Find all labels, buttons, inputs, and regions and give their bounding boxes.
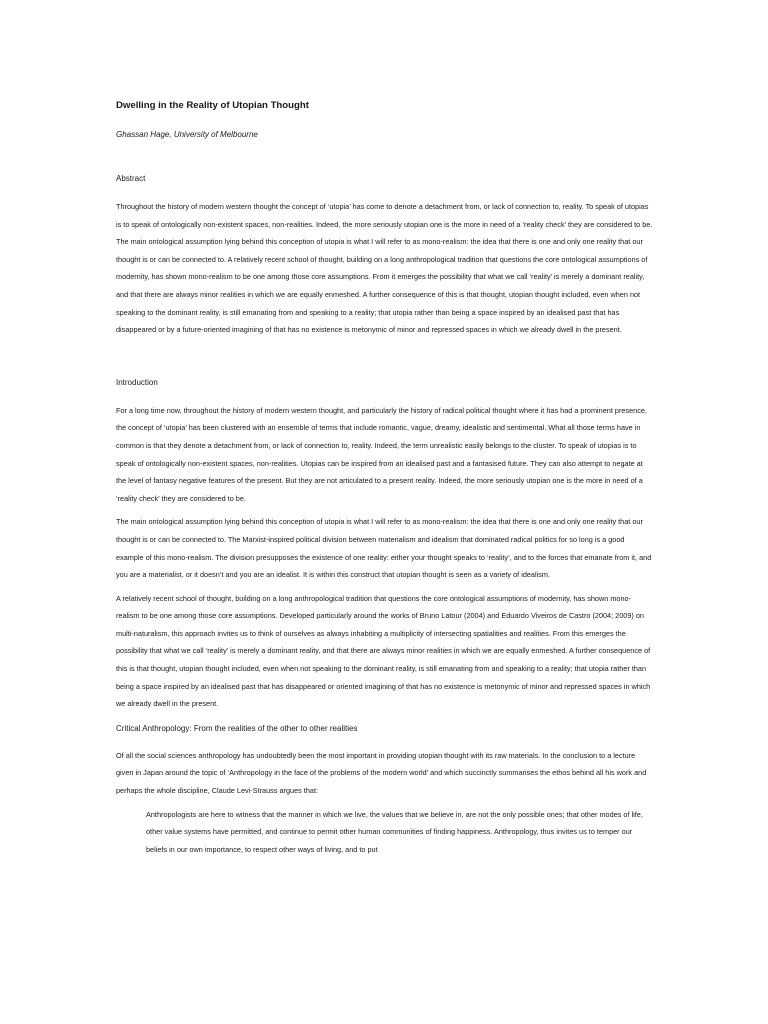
- introduction-heading: Introduction: [116, 377, 158, 387]
- abstract-text: Throughout the history of modern western thought the concept of ‘utopia’ has come to denote a detachment from, or lack of connection to, reality. To speak of utopias is to speak of ontologically non-existent spaces, non-realities. Indeed, the more seriously utopian one is the more in need of a ‘reality check’ they are considered to be. The main ontological assumption lying behind this conception of utopia is what I will refer to as mono-realism: the idea that there is one and only one reality that our thought is or can be connected to. A relatively recent school of thought, building on a long anthropological tradition that questions the core ontological assumptions of modernity, has shown mono-realism to be one among those core assumptions. From it emerges the possibility that what we call ‘reality’ is merely a dominant reality, and that there are always minor realities in which we are equally enmeshed. A further consequence of this is that thought, utopian thought included, even when not speaking to the dominant reality, is still emanating from and speaking to a reality; that utopia rather than being a space inspired by an idealised past that has disappeared or by a future-oriented imagining of that has no existence is metonymic of minor and repressed spaces in which we already dwell in the present.: [116, 202, 653, 335]
- paper-author: Ghassan Hage, University of Melbourne: [116, 130, 258, 139]
- critical-paragraph: Of all the social sciences anthropology has undoubtedly been the most important in providing utopian thought with its raw materials. In the conclusion to a lecture given in Japan around the topic of ‘Anthropology in the face of the problems of the modern world’ and which succinctly summarises the ethos behind all his work and perhaps the whole discipline, Claude Levi-Strauss argues that:: [116, 750, 647, 796]
- document-content: [116, 100, 654, 864]
- intro-paragraph-1: For a long time now, throughout the history of modern western thought, and particularly the history of radical political thought where it has had a prominent presence, the concept of ‘utopia’ has been clustered with an ensemble of terms that include romantic, vague, dreamy, idealistic and sentimental. What all those terms have in common is that they denote a detachment from, or lack of connection to, reality. Indeed, the term unrealistic easily belongs to the cluster. To speak of utopias is to speak of ontologically non-existent spaces, non-realities. Utopias can be inspired from an idealised past and a fantasised future. They can also attempt to negate at the level of fantasy negative features of the present. But they are not articulated to a present reality. Indeed, the more seriously utopian one is the more in need of a ‘reality check’ they are considered to be.: [116, 405, 647, 503]
- paper-title: Dwelling in the Reality of Utopian Thought: [116, 100, 309, 111]
- abstract-heading: Abstract: [116, 174, 146, 183]
- intro-paragraph-2: The main ontological assumption lying behind this conception of utopia is what I will refer to as mono-realism: the idea that there is one and only one reality that our thought is or can be connected to. The Marxist-inspired political division between materialism and idealism that dominated radical politics for so long is a good example of this mono-realism. The division presupposes the existence of one reality: either your thought speaks to ‘reality’, and to the forces that emanate from it, and you are a materialist, or it doesn’t and you are an idealist. It is within this construct that utopian thought is seen as a variety of idealism.: [116, 517, 652, 580]
- block-quote: Anthropologists are here to witness that the manner in which we live, the values that we believe in, are not the only possible ones; that other modes of life, other value systems have permitted, and continue to permit other human communities of finding happiness. Anthropology, thus invites us to temper our beliefs in our own importance, to respect other ways of living, and to put: [146, 809, 643, 854]
- intro-paragraph-3: A relatively recent school of thought, building on a long anthropological tradition that questions the core ontological assumptions of modernity, has shown mono-realism to be one among those core assumptions. Developed particularly around the works of Bruno Latour (2004) and Eduardo Viveiros de Castro (2004; 2009) on multi-naturalism, this approach invites us to think of ourselves as always inhabiting a multiplicity of intersecting spatialities and realities. From this emerges the possibility that what we call ‘reality’ is merely a dominant reality, and that there are always minor realities in which we are equally enmeshed. A further consequence of this is that thought, utopian thought included, even when not speaking to the dominant reality, is still emanating from and speaking to a reality; that utopia rather than being a space inspired by an idealised past that has disappeared or oriented imagining of that has no existence is metonymic of minor and repressed spaces in which we already dwell in the present.: [116, 593, 651, 709]
- critical-anthropology-heading: Critical Anthropology: From the realities of the other to other realities: [116, 723, 358, 733]
